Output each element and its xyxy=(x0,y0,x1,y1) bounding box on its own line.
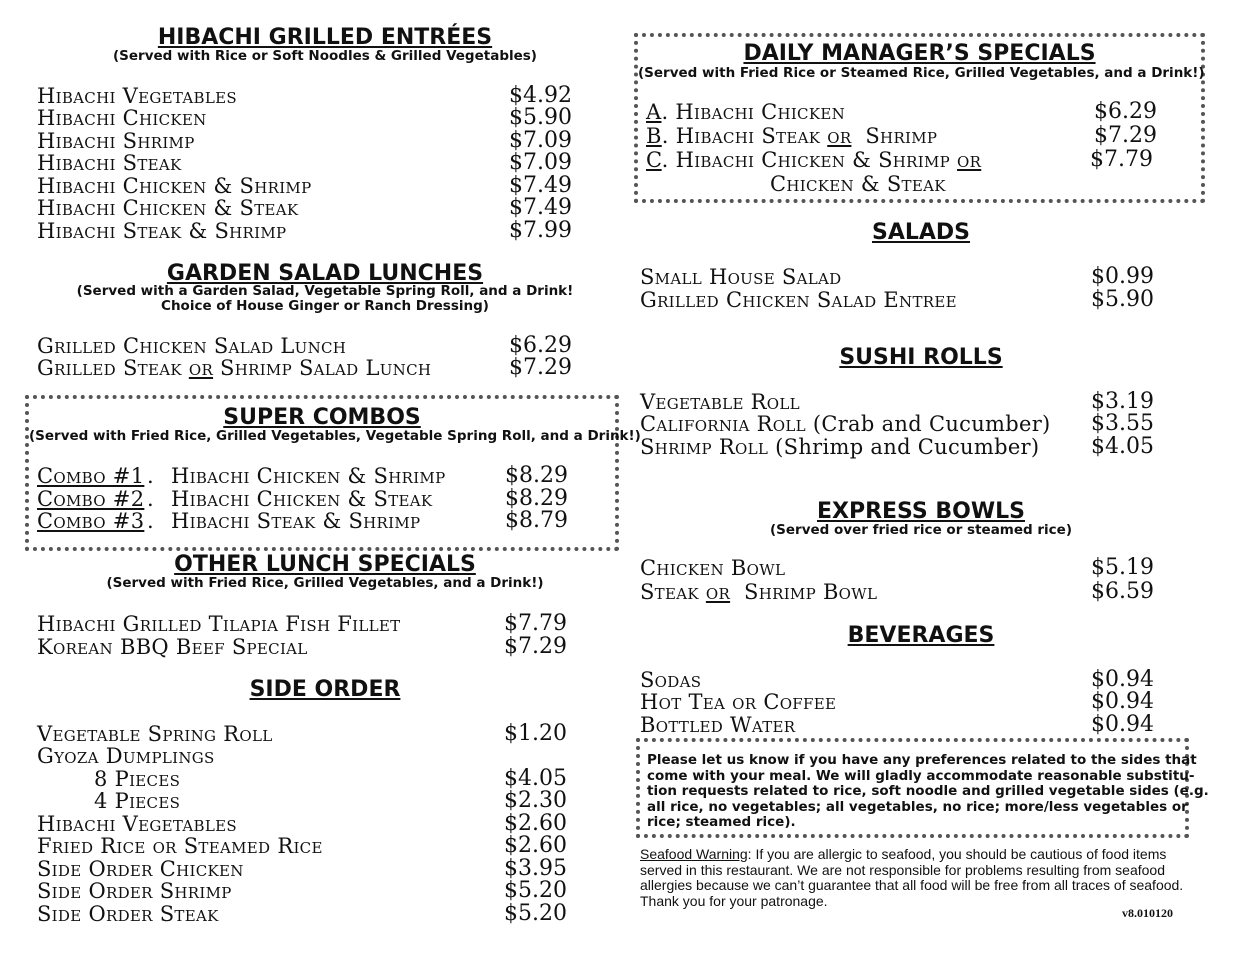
menu-item-price: $3.55 xyxy=(1091,411,1154,436)
menu-item-name: Side Order Steak xyxy=(37,902,219,926)
menu-item-name: 4 Pieces xyxy=(94,789,181,813)
section-title: BEVERAGES xyxy=(847,623,995,648)
menu-item-price: $2.60 xyxy=(504,833,567,858)
menu-item-price: $2.60 xyxy=(504,811,567,836)
menu-item-name: Bottled Water xyxy=(640,713,796,737)
menu-item-price: $2.30 xyxy=(504,788,567,813)
combo-label: Combo #2 xyxy=(37,487,145,511)
menu-item-name: Hibachi Chicken & Shrimp xyxy=(171,464,446,488)
menu-item-name: California Roll (Crab and Cucumber) xyxy=(640,412,1051,436)
menu-item-name: Vegetable Roll xyxy=(640,390,800,414)
menu-item-price: $0.94 xyxy=(1091,689,1154,714)
section-title: SUSHI ROLLS xyxy=(839,345,1003,370)
menu-item-price: $0.99 xyxy=(1091,264,1154,289)
section-title: SALADS xyxy=(871,220,971,245)
menu-item-name: Hibachi Shrimp xyxy=(37,129,195,153)
seafood-warning: Seafood Warning: If you are allergic to seafood, you should be cautious of food items served in this restaurant. We are not responsible for problems resulting from seafood allergies because we can’t guarantee that all food will be free from all traces of seafood. Thank you for your patronage. xyxy=(640,846,1184,909)
menu-item-price: $3.95 xyxy=(504,856,567,881)
section-subtitle: (Served with a Garden Salad, Vegetable Spring Roll, and a Drink! xyxy=(76,283,574,299)
section-subtitle: (Served with Fried Rice, Grilled Vegetables, and a Drink!) xyxy=(106,575,544,591)
menu-item-name: Hibachi Steak & Shrimp xyxy=(171,509,421,533)
combo-label: Combo #3 xyxy=(37,509,145,533)
menu-item-name: Gyoza Dumplings xyxy=(37,744,215,768)
section-title: DAILY MANAGER’S SPECIALS xyxy=(743,41,1096,66)
menu-item-name: C. Hibachi Chicken & Shrimp or xyxy=(646,148,982,172)
menu-item-name: Hibachi Chicken & Shrimp xyxy=(37,174,312,198)
menu-item-name: Hot Tea or Coffee xyxy=(640,690,837,714)
section-title: SUPER COMBOS xyxy=(223,405,421,430)
combo-dot: . xyxy=(147,487,154,511)
menu-item-name: Grilled Chicken Salad Lunch xyxy=(37,334,347,358)
menu-item-price: $4.92 xyxy=(509,83,572,108)
section-title: SIDE ORDER xyxy=(249,677,401,702)
menu-item-name: Fried Rice or Steamed Rice xyxy=(37,834,323,858)
menu-item-price: $6.29 xyxy=(1094,99,1157,124)
combo-dot: . xyxy=(147,464,154,488)
menu-item-name: Steak or Shrimp Bowl xyxy=(640,580,878,604)
preferences-notice: Please let us know if you have any preferences related to the sides that come with your meal. We will gladly accommodate reasonable substitu- tion requests related to rice, soft noodle and grilled vegetable sides (e.g. all rice, no vegetables; all vegetables, no rice; more/less vegetables or rice; steamed rice). xyxy=(647,752,1209,830)
menu-item-price: $3.19 xyxy=(1091,389,1154,414)
menu-item-name: Side Order Chicken xyxy=(37,857,244,881)
menu-item-name: Hibachi Vegetables xyxy=(37,84,237,108)
menu-item-price: $7.99 xyxy=(509,218,572,243)
menu-item-price: $8.29 xyxy=(505,463,568,488)
menu-item-name: Small House Salad xyxy=(640,265,842,289)
menu-item-name: 8 Pieces xyxy=(94,767,181,791)
menu-item-price: $6.59 xyxy=(1091,579,1154,604)
combo-label: Combo #1 xyxy=(37,464,145,488)
menu-item-name: Hibachi Chicken xyxy=(37,106,207,130)
menu-item-price: $4.05 xyxy=(504,766,567,791)
menu-item-name: Grilled Chicken Salad Entree xyxy=(640,288,957,312)
section-title: EXPRESS BOWLS xyxy=(816,499,1026,524)
menu-item-price: $7.49 xyxy=(509,173,572,198)
menu-item-price: $0.94 xyxy=(1091,667,1154,692)
section-subtitle: Choice of House Ginger or Ranch Dressing) xyxy=(161,298,489,314)
menu-item-price: $4.05 xyxy=(1091,434,1154,459)
menu-item-price: $7.29 xyxy=(1094,123,1157,148)
menu-item-name: Korean BBQ Beef Special xyxy=(37,635,308,659)
section-title: OTHER LUNCH SPECIALS xyxy=(174,552,476,577)
daily-specials-box xyxy=(634,33,1205,203)
menu-item-price: $7.79 xyxy=(504,611,567,636)
menu-item-price: $8.79 xyxy=(505,508,568,533)
menu-item-name: Side Order Shrimp xyxy=(37,879,232,903)
section-subtitle: (Served with Rice or Soft Noodles & Grilled Vegetables) xyxy=(113,48,537,64)
menu-item-name: Hibachi Steak xyxy=(37,151,182,175)
section-title: HIBACHI GRILLED ENTRÉES xyxy=(157,25,493,50)
menu-item-price: $6.29 xyxy=(509,333,572,358)
menu-item-name: B. Hibachi Steak or Shrimp xyxy=(646,124,938,148)
section-title: GARDEN SALAD LUNCHES xyxy=(166,261,484,286)
menu-item-price: $5.90 xyxy=(509,105,572,130)
menu-item-name: Shrimp Roll (Shrimp and Cucumber) xyxy=(640,435,1040,459)
menu-item-price: $7.29 xyxy=(504,634,567,659)
menu-item-name: Hibachi Chicken & Steak xyxy=(171,487,433,511)
super-combos-box xyxy=(25,395,641,551)
menu-item-name: Chicken & Steak xyxy=(770,172,946,196)
menu-item-name: Vegetable Spring Roll xyxy=(37,722,273,746)
menu-item-price: $5.20 xyxy=(504,901,567,926)
menu-item-price: $7.09 xyxy=(509,128,572,153)
menu-item-name: A. Hibachi Chicken xyxy=(646,100,846,124)
menu-item-name: Grilled Steak or Shrimp Salad Lunch xyxy=(37,356,432,380)
section-subtitle: (Served with Fried Rice or Steamed Rice, Grilled Vegetables, and a Drink!) xyxy=(638,65,1205,81)
menu-item-name: Hibachi Vegetables xyxy=(37,812,237,836)
menu-item-price: $1.20 xyxy=(504,721,567,746)
menu-item-name: Hibachi Chicken & Steak xyxy=(37,196,299,220)
menu-item-price: $7.49 xyxy=(509,195,572,220)
menu-item-price: $0.94 xyxy=(1091,712,1154,737)
section-subtitle: (Served with Fried Rice, Grilled Vegetables, Vegetable Spring Roll, and a Drink!) xyxy=(29,428,641,444)
menu-item-price: $5.90 xyxy=(1091,287,1154,312)
preferences-notice-box xyxy=(636,738,1209,838)
menu-item-name: Sodas xyxy=(640,668,702,692)
menu-item-name: Chicken Bowl xyxy=(640,556,786,580)
menu-item-price: $5.19 xyxy=(1091,555,1154,580)
menu-item-name: Hibachi Steak & Shrimp xyxy=(37,219,287,243)
menu-item-price: $7.79 xyxy=(1090,147,1153,172)
section-subtitle: (Served over fried rice or steamed rice) xyxy=(769,522,1073,538)
menu-item-price: $8.29 xyxy=(505,486,568,511)
menu-item-price: $5.20 xyxy=(504,878,567,903)
combo-dot: . xyxy=(147,509,154,533)
menu-item-price: $7.29 xyxy=(509,355,572,380)
menu-item-name: Hibachi Grilled Tilapia Fish Fillet xyxy=(37,612,401,636)
version-label: v8.010120 xyxy=(1122,906,1173,920)
menu-item-price: $7.09 xyxy=(509,150,572,175)
